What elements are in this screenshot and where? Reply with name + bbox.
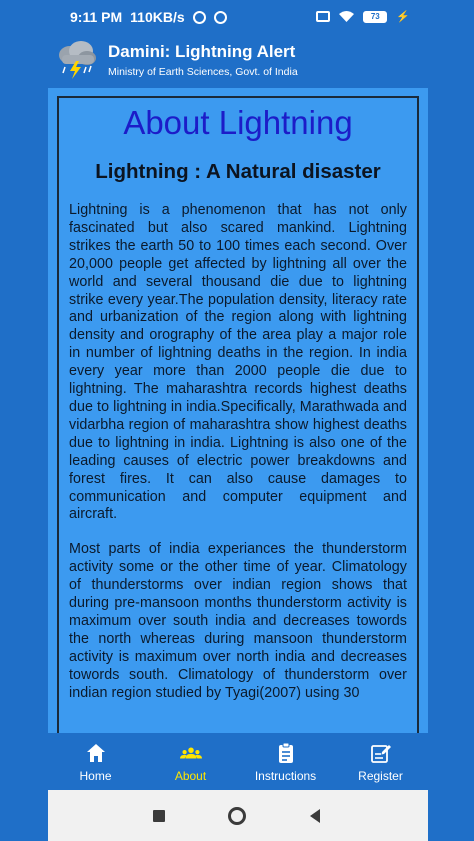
sim-icon [316, 11, 330, 22]
paragraph-2: Most parts of india experiances the thunderstorm activity some or the other time of year. Climatology of thunderstorms over indian region shows that during pre-mansoon months thunderstorm activity is maximum over south india and decreases towords the north whereas during mansoon thunderstorm activity is maximum over north india and decreases towords south. Climatology of thunderstorm over indian region studied by Tyagi(2007) using 30 [69, 541, 407, 701]
page-title: About Lightning [123, 104, 353, 141]
bottom-navigation [48, 733, 428, 790]
nav-home-label: Home [79, 769, 112, 783]
status-bar [0, 0, 474, 34]
recents-button[interactable] [153, 810, 165, 822]
back-button[interactable] [310, 809, 320, 823]
home-button[interactable] [228, 807, 246, 825]
sync-icon [214, 11, 227, 24]
content-panel[interactable] [48, 88, 428, 733]
battery-icon: 73 [363, 11, 387, 23]
clipboard-icon [275, 742, 297, 764]
people-icon [180, 742, 202, 764]
nav-instructions-label: Instructions [254, 769, 317, 783]
register-icon [370, 742, 392, 764]
home-icon [85, 742, 107, 764]
thunderstorm-cloud-icon [56, 39, 98, 79]
charging-icon: ⚡ [396, 11, 410, 23]
system-navigation-bar [48, 790, 428, 841]
nav-register[interactable] [333, 733, 428, 790]
status-speed: 110KB/s [130, 9, 185, 25]
data-saver-icon [193, 11, 206, 24]
nav-about[interactable] [143, 733, 238, 790]
nav-register-label: Register [358, 769, 403, 783]
app-title: Damini: Lightning Alert [108, 42, 296, 61]
nav-home[interactable] [48, 733, 143, 790]
nav-instructions[interactable] [238, 733, 333, 790]
paragraph-1: Lightning is a phenomenon that has not only fascinated but also scared mankind. Lightning strikes the earth 50 to 100 times each second. Over 20,000 people get affected by lightning all over the world and several thousand die due to lightning strike every year.The population density, literacy rate and urbanization of the region along with lightning density and orography of the area play a major role in number of lightning deaths in the region. In india every year more than 2000 people die due to lightning. The maharashtra records highest deaths due to lightning in india.Specifically, Marathwada and vidarbha region of maharashtra show highest deaths due to lightning in india. Lightning is also one of the leading causes of electric power breakdowns and forest fires. It can also cause damages to communication and computer equipment and aircraft. [69, 202, 407, 523]
app-subtitle: Ministry of Earth Sciences, Govt. of India [108, 66, 298, 78]
wifi-icon [339, 11, 354, 22]
nav-about-label: About [174, 769, 207, 783]
section-title: Lightning : A Natural disaster [95, 160, 381, 183]
content-card [57, 96, 419, 733]
app-header [0, 34, 474, 88]
status-time: 9:11 PM [70, 9, 123, 25]
